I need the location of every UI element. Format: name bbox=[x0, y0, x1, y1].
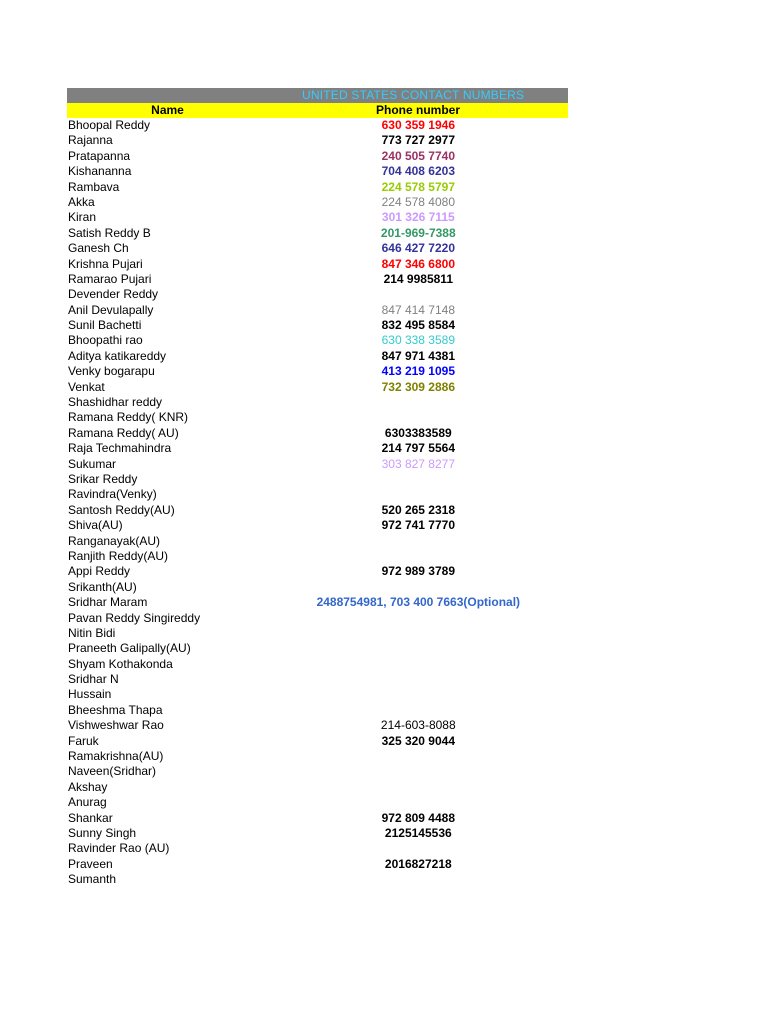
contact-phone: 847 414 7148 bbox=[381, 302, 455, 317]
contact-phone bbox=[269, 395, 568, 410]
contact-name: Kishananna bbox=[68, 164, 132, 179]
contact-phone bbox=[269, 672, 568, 687]
contact-name: Naveen(Sridhar) bbox=[68, 764, 157, 779]
contact-name: Nitin Bidi bbox=[68, 625, 116, 640]
table-row bbox=[67, 811, 568, 826]
table-row bbox=[67, 626, 568, 641]
contact-phone: 520 265 2318 bbox=[381, 502, 455, 517]
contact-phone: 732 309 2886 bbox=[381, 379, 455, 394]
table-row bbox=[67, 657, 568, 672]
contact-name: Venky bogarapu bbox=[68, 364, 155, 379]
table-row bbox=[67, 318, 568, 333]
table-row bbox=[67, 349, 568, 364]
contact-name: Sunil Bachetti bbox=[68, 318, 142, 333]
contact-name: Rambava bbox=[68, 179, 120, 194]
table-row bbox=[67, 687, 568, 702]
contact-phone: 301 326 7115 bbox=[381, 210, 455, 225]
contact-name: Ramana Reddy( AU) bbox=[68, 425, 179, 440]
contact-phone: 847 346 6800 bbox=[381, 256, 455, 271]
contact-name: Shyam Kothakonda bbox=[68, 656, 173, 671]
contact-name: Faruk bbox=[68, 733, 99, 748]
contact-name: Sunny Singh bbox=[68, 825, 137, 840]
table-row bbox=[67, 518, 568, 533]
contact-name: Devender Reddy bbox=[68, 287, 159, 302]
contact-phone bbox=[269, 580, 568, 595]
contact-phone bbox=[269, 287, 568, 302]
table-row bbox=[67, 149, 568, 164]
table-row bbox=[67, 564, 568, 579]
contact-phone: 972 989 3789 bbox=[381, 564, 455, 579]
table-row bbox=[67, 764, 568, 779]
contact-phone: 972 741 7770 bbox=[381, 518, 455, 533]
contact-phone: 832 495 8584 bbox=[381, 318, 455, 333]
table-row bbox=[67, 257, 568, 272]
table-row bbox=[67, 549, 568, 564]
contact-phone bbox=[269, 534, 568, 549]
contact-name: Sridhar N bbox=[68, 672, 119, 687]
table-row bbox=[67, 672, 568, 687]
contact-name: Shiva(AU) bbox=[68, 518, 123, 533]
contact-phone bbox=[269, 549, 568, 564]
contact-rows bbox=[67, 118, 568, 888]
contact-phone bbox=[269, 487, 568, 502]
table-row bbox=[67, 580, 568, 595]
header-row bbox=[67, 103, 568, 118]
contact-phone bbox=[269, 749, 568, 764]
contact-phone bbox=[269, 703, 568, 718]
contact-name: Ranjith Reddy(AU) bbox=[68, 548, 169, 563]
contact-phone bbox=[269, 657, 568, 672]
table-row bbox=[67, 210, 568, 225]
table-row bbox=[67, 195, 568, 210]
table-row bbox=[67, 703, 568, 718]
table-row bbox=[67, 718, 568, 733]
table-row bbox=[67, 333, 568, 348]
contact-name: Pavan Reddy Singireddy bbox=[68, 610, 201, 625]
contact-name: Akka bbox=[68, 194, 95, 209]
contact-name: Satish Reddy B bbox=[68, 225, 151, 240]
contact-name: Kiran bbox=[68, 210, 97, 225]
contact-sheet bbox=[67, 88, 568, 888]
contact-name: Ramakrishna(AU) bbox=[68, 749, 164, 764]
contact-name: Bhoopal Reddy bbox=[68, 118, 151, 132]
contact-phone bbox=[269, 410, 568, 425]
contact-name: Shankar bbox=[68, 810, 113, 825]
contact-phone bbox=[269, 641, 568, 656]
table-row bbox=[67, 749, 568, 764]
table-row bbox=[67, 180, 568, 195]
contact-name: Sumanth bbox=[68, 872, 117, 887]
sheet-title: UNITED STATES CONTACT NUMBERS bbox=[302, 88, 525, 102]
contact-phone: 6303383589 bbox=[384, 425, 452, 440]
contact-phone bbox=[269, 872, 568, 887]
contact-phone: 630 338 3589 bbox=[381, 333, 455, 348]
table-row bbox=[67, 857, 568, 872]
table-row bbox=[67, 872, 568, 887]
contact-name: Rajanna bbox=[68, 133, 113, 148]
contact-phone bbox=[269, 626, 568, 641]
contact-phone: 413 219 1095 bbox=[381, 364, 455, 379]
contact-name: Krishna Pujari bbox=[68, 256, 143, 271]
contact-name: Vishweshwar Rao bbox=[68, 718, 164, 733]
contact-phone: 704 408 6203 bbox=[381, 164, 455, 179]
table-row bbox=[67, 272, 568, 287]
table-row bbox=[67, 395, 568, 410]
title-row bbox=[67, 88, 568, 103]
contact-phone bbox=[269, 764, 568, 779]
contact-name: Srikanth(AU) bbox=[68, 579, 137, 594]
contact-name: Ganesh Ch bbox=[68, 241, 129, 256]
contact-name: Akshay bbox=[68, 779, 108, 794]
contact-phone: 214 9985811 bbox=[383, 271, 453, 286]
table-row bbox=[67, 364, 568, 379]
contact-phone bbox=[269, 611, 568, 626]
contact-name: Santosh Reddy(AU) bbox=[68, 502, 175, 517]
contact-phone bbox=[269, 687, 568, 702]
contact-phone: 2125145536 bbox=[384, 825, 452, 840]
contact-name: Ravindra(Venky) bbox=[68, 487, 157, 502]
table-row bbox=[67, 457, 568, 472]
table-row bbox=[67, 303, 568, 318]
name-column-header: Name bbox=[151, 103, 184, 117]
contact-name: Hussain bbox=[68, 687, 112, 702]
contact-phone: 240 505 7740 bbox=[381, 148, 455, 163]
table-row bbox=[67, 841, 568, 856]
contact-phone: 214-603-8088 bbox=[380, 718, 456, 733]
contact-name: Praveen bbox=[68, 856, 113, 871]
contact-phone bbox=[269, 472, 568, 487]
table-row bbox=[67, 133, 568, 148]
contact-name: Ramarao Pujari bbox=[68, 271, 152, 286]
table-row bbox=[67, 241, 568, 256]
contact-phone: 303 827 8277 bbox=[381, 456, 455, 471]
contact-phone: 972 809 4488 bbox=[381, 810, 455, 825]
contact-name: Srikar Reddy bbox=[68, 471, 138, 486]
table-row bbox=[67, 641, 568, 656]
contact-name: Sridhar Maram bbox=[68, 595, 148, 610]
contact-phone: 630 359 1946 bbox=[381, 118, 455, 132]
contact-phone: 2488754981, 703 400 7663(Optional) bbox=[316, 595, 521, 610]
phone-column-header: Phone number bbox=[375, 103, 460, 117]
table-row bbox=[67, 226, 568, 241]
table-row bbox=[67, 780, 568, 795]
table-row bbox=[67, 826, 568, 841]
table-row bbox=[67, 410, 568, 425]
table-row bbox=[67, 426, 568, 441]
table-row bbox=[67, 287, 568, 302]
table-row bbox=[67, 795, 568, 810]
contact-name: Anurag bbox=[68, 795, 107, 810]
table-row bbox=[67, 118, 568, 133]
contact-name: Shashidhar reddy bbox=[68, 395, 163, 410]
contact-name: Pratapanna bbox=[68, 148, 131, 163]
contact-phone: 201-969-7388 bbox=[380, 225, 456, 240]
contact-name: Ranganayak(AU) bbox=[68, 533, 161, 548]
table-row bbox=[67, 734, 568, 749]
contact-name: Ramana Reddy( KNR) bbox=[68, 410, 189, 425]
contact-phone bbox=[269, 841, 568, 856]
contact-phone: 646 427 7220 bbox=[381, 241, 455, 256]
contact-name: Bhoopathi rao bbox=[68, 333, 143, 348]
table-row bbox=[67, 503, 568, 518]
contact-name: Anil Devulapally bbox=[68, 302, 154, 317]
table-row bbox=[67, 534, 568, 549]
table-row bbox=[67, 611, 568, 626]
contact-phone: 847 971 4381 bbox=[381, 348, 455, 363]
table-row bbox=[67, 441, 568, 456]
table-row bbox=[67, 595, 568, 610]
contact-phone: 2016827218 bbox=[384, 856, 452, 871]
contact-phone: 325 320 9044 bbox=[381, 733, 455, 748]
table-row bbox=[67, 472, 568, 487]
contact-name: Praneeth Galipally(AU) bbox=[68, 641, 191, 656]
contact-phone: 224 578 4080 bbox=[381, 194, 455, 209]
contact-name: Raja Techmahindra bbox=[68, 441, 172, 456]
table-row bbox=[67, 487, 568, 502]
contact-phone: 214 797 5564 bbox=[381, 441, 455, 456]
contact-name: Appi Reddy bbox=[68, 564, 131, 579]
contact-name: Ravinder Rao (AU) bbox=[68, 841, 170, 856]
contact-name: Bheeshma Thapa bbox=[68, 702, 163, 717]
contact-name: Aditya katikareddy bbox=[68, 348, 167, 363]
table-row bbox=[67, 380, 568, 395]
contact-phone bbox=[269, 795, 568, 810]
contact-name: Sukumar bbox=[68, 456, 117, 471]
contact-phone: 773 727 2977 bbox=[381, 133, 455, 148]
contact-phone: 224 578 5797 bbox=[381, 179, 455, 194]
contact-name: Venkat bbox=[68, 379, 105, 394]
contact-phone bbox=[269, 780, 568, 795]
table-row bbox=[67, 164, 568, 179]
